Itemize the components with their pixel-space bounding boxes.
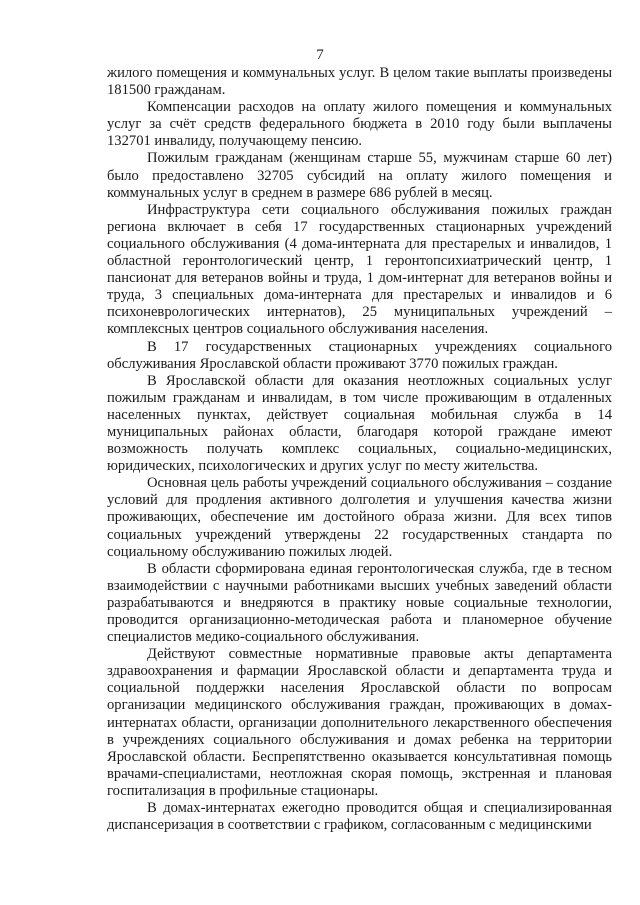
paragraph: В области сформирована единая геронтологическая служба, где в тесном взаимодействии с научными работниками высших учебных заведений области разрабатываются и внедряются в практику новые социальные технологии, проводится организационно-методическая работа и планомерное обучение специалистов медико-социального обслуживания. [107, 560, 612, 646]
paragraph: Действуют совместные нормативные правовые акты департамента здравоохранения и фармации Ярославской области и департамента труда и социальной поддержки населения Ярославской области по вопросам организации медицинского обслуживания граждан, проживающих в домах-интернатах области, организации дополнительного лекарственного обеспечения в учреждениях социального обслуживания и домах ребенка на территории Ярославской области. Беспрепятственно оказывается консультативная помощь врачами-специалистами, неотложная скорая помощь, экстренная и плановая госпитализация в профильные стационары. [107, 646, 612, 799]
paragraph: В Ярославской области для оказания неотложных социальных услуг пожилым гражданам и инвалидам, в том числе проживающим в отдаленных населенных пунктах, действует социальная мобильная служба в 14 муниципальных районах области, благодаря которой граждане имеют возможность получать комплекс социальных, социально-медицинских, юридических, психологических и других услуг по месту жительства. [107, 372, 612, 475]
paragraph: Основная цель работы учреждений социального обслуживания – создание условий для продления активного долголетия и улучшения качества жизни проживающих, обеспечение им достойного образа жизни. Для всех типов социальных учреждений утверждены 22 государственных стандарта по социальному обслуживанию пожилых людей. [107, 475, 612, 560]
body-text [107, 65, 612, 834]
paragraph: Инфраструктура сети социального обслуживания пожилых граждан региона включает в себя 17 государственных стационарных учреждений социального обслуживания (4 дома-интерната для престарелых и инвалидов, 1 областной геронтологический центр, 1 геронтопсихиатрический центр, 1 пансионат для ветеранов войны и труда, 1 дом-интернат для ветеранов войны и труда, 3 специальных дома-интерната для престарелых и инвалидов и 6 психоневрологических интернатов), 25 муниципальных учреждений – комплексных центров социального обслуживания населения. [107, 201, 612, 338]
paragraph: Компенсации расходов на оплату жилого помещения и коммунальных услуг за счёт средств федерального бюджета в 2010 году были выплачены 132701 инвалиду, получающему пенсию. [107, 99, 612, 150]
paragraph: жилого помещения и коммунальных услуг. В целом такие выплаты произведены 181500 гражданам. [107, 65, 612, 99]
page-number: 7 [316, 47, 324, 63]
paragraph: Пожилым гражданам (женщинам старше 55, мужчинам старше 60 лет) было предоставлено 32705 субсидий на оплату жилого помещения и коммунальных услуг в среднем в размере 686 рублей в месяц. [107, 150, 612, 201]
paragraph: В домах-интернатах ежегодно проводится общая и специализированная диспансеризация в соответствии с графиком, согласованным с медицинскими [107, 800, 612, 834]
paragraph: В 17 государственных стационарных учреждениях социального обслуживания Ярославской области проживают 3770 пожилых граждан. [107, 338, 612, 372]
